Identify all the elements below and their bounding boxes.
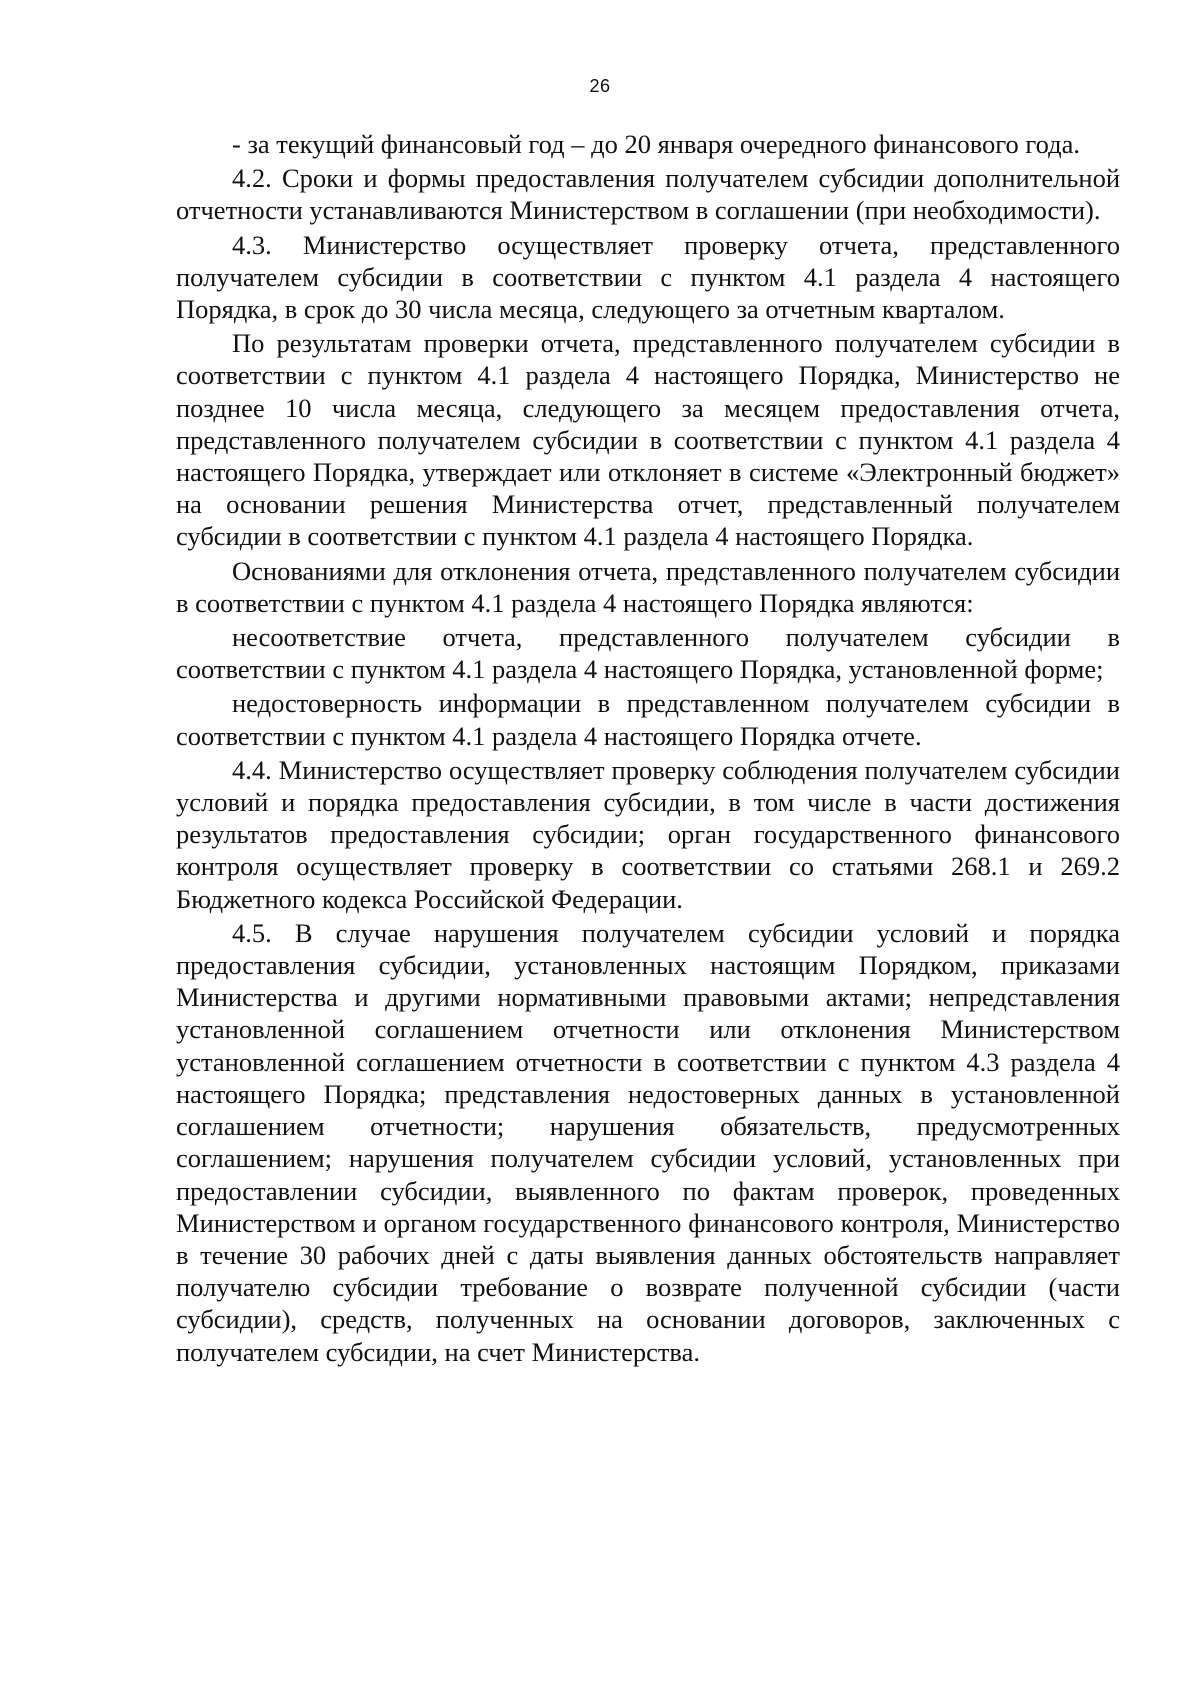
page-number: 26: [589, 76, 611, 96]
paragraph-rejection-grounds: Основаниями для отклонения отчета, представленного получателем субсидии в соответствии с пунктом 4.1 раздела 4 настоящего Порядка являются:: [176, 555, 1120, 618]
paragraph-form-mismatch: несоответствие отчета, представленного получателем субсидии в соответствии с пунктом 4.1 раздела 4 настоящего Порядка, установленной форме;: [176, 622, 1120, 685]
paragraph-4-5: 4.5. В случае нарушения получателем субсидии условий и порядка предоставления субсидии, установленных настоящим Порядком, приказами Министерства и другими нормативными правовыми актами; непредставления установленной соглашением отчетности или отклонения Министерством установленной соглашением отчетности в соответствии с пунктом 4.3 раздела 4 настоящего Порядка; представления недостоверных данных в установленной соглашением отчетности; нарушения обязательств, предусмотренных соглашением; нарушения получателем субсидии условий, установленных при предоставлении субсидии, выявленного по фактам проверок, проведенных Министерством и органом государственного финансового контроля, Министерство в течение 30 рабочих дней с даты выявления данных обстоятельств направляет получателю субсидии требование о возврате полученной субсидии (части субсидии), средств, полученных на основании договоров, заключенных с получателем субсидии, на счет Министерства.: [176, 917, 1120, 1367]
document-body: [176, 128, 1120, 1368]
paragraph-4-2: 4.2. Сроки и формы предоставления получателем субсидии дополнительной отчетности устанавливаются Министерством в соглашении (при необходимости).: [176, 163, 1120, 226]
paragraph-deadline-current-year: - за текущий финансовый год – до 20 января очередного финансового года.: [232, 129, 1080, 159]
paragraph-report-review-results: По результатам проверки отчета, представленного получателем субсидии в соответствии с пунктом 4.1 раздела 4 настоящего Порядка, Министерство не позднее 10 числа месяца, следующего за месяцем предоставления отчета, представленного получателем субсидии в соответствии с пунктом 4.1 раздела 4 настоящего Порядка, утверждает или отклоняет в системе «Электронный бюджет» на основании решения Министерства отчет, представленный получателем субсидии в соответствии с пунктом 4.1 раздела 4 настоящего Порядка.: [176, 328, 1120, 552]
paragraph-4-3: 4.3. Министерство осуществляет проверку отчета, представленного получателем субсидии в соответствии с пунктом 4.1 раздела 4 настоящего Порядка, в срок до 30 числа месяца, следующего за отчетным кварталом.: [176, 229, 1120, 325]
paragraph-inaccurate-information: недостоверность информации в представленном получателем субсидии в соответствии с пунктом 4.1 раздела 4 настоящего Порядка отчете.: [176, 688, 1120, 751]
paragraph-4-4: 4.4. Министерство осуществляет проверку соблюдения получателем субсидии условий и порядка предоставления субсидии, в том числе в части достижения результатов предоставления субсидии; орган государственного финансового контроля осуществляет проверку в соответствии со статьями 268.1 и 269.2 Бюджетного кодекса Российской Федерации.: [176, 754, 1120, 914]
